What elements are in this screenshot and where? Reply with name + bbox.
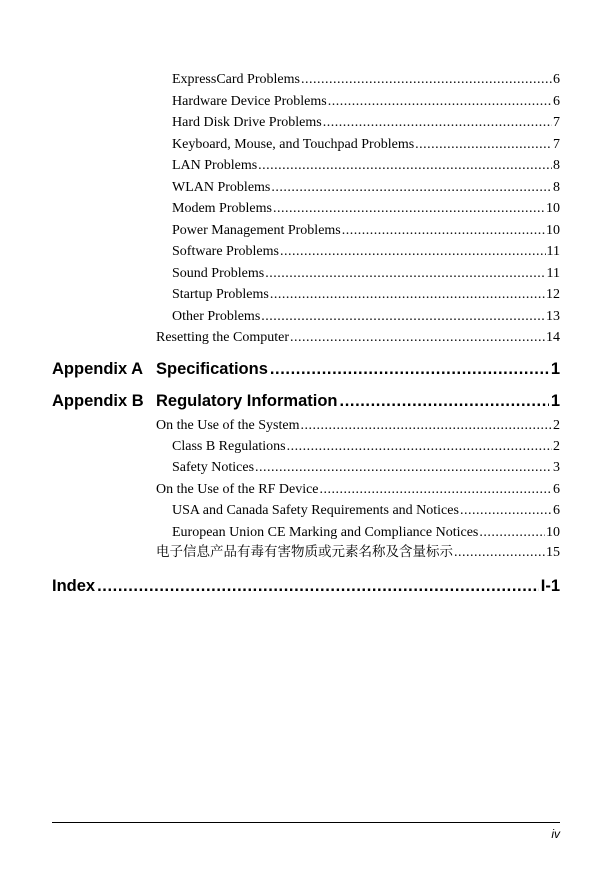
dot-leader: [271, 179, 552, 196]
toc-chapter-appendix-a[interactable]: [52, 359, 560, 379]
toc-entry-page: 6: [553, 503, 560, 518]
dot-leader: [328, 93, 552, 110]
dot-leader: [280, 243, 546, 260]
dot-leader: [320, 481, 552, 498]
dot-leader: [287, 438, 552, 455]
toc-entry-title: Other Problems: [172, 308, 261, 324]
toc-entry-title: USA and Canada Safety Requirements and Notices: [172, 503, 459, 518]
toc-entry-page: 11: [546, 244, 560, 259]
toc-entry-page: 8: [553, 158, 560, 173]
chapter-label: Appendix B: [52, 392, 144, 410]
dot-leader: [340, 391, 549, 411]
toc-entry-page: 6: [553, 72, 560, 87]
toc-entry-page: 7: [553, 136, 560, 152]
toc-entry-usa-canada-safety[interactable]: [172, 502, 560, 519]
toc-entry-title: Safety Notices: [172, 460, 255, 475]
dot-leader: [342, 222, 545, 239]
toc-chapter-index[interactable]: [52, 576, 560, 596]
toc-entry-keyboard-mouse-touchpad-problems[interactable]: [172, 136, 560, 153]
toc-entry-title: Modem Problems: [172, 201, 272, 216]
toc-entry-title: Resetting the Computer: [156, 329, 289, 345]
toc-entry-page: 6: [553, 93, 560, 109]
toc-entry-wlan-problems[interactable]: [172, 179, 560, 196]
toc-entry-page: 2: [553, 438, 560, 454]
dot-leader: [258, 157, 552, 174]
toc-entry-page: 2: [553, 417, 560, 433]
toc-entry-title: ExpressCard Problems: [172, 72, 300, 87]
toc-entry-title: On the Use of the RF Device: [156, 481, 319, 497]
dot-leader: [323, 114, 552, 131]
dot-leader: [460, 502, 552, 519]
toc-entry-title: European Union CE Marking and Compliance Notices: [172, 524, 479, 540]
toc-entry-page: 10: [546, 524, 560, 540]
toc-entry-title: LAN Problems: [172, 158, 258, 173]
chapter-page: I-1: [540, 577, 560, 595]
dot-leader: [261, 308, 545, 325]
toc-entry-title: Power Management Problems: [172, 222, 341, 238]
toc-entry-page: 12: [546, 287, 560, 302]
chapter-title: Regulatory Information: [156, 392, 338, 410]
toc-entry-page: 11: [546, 265, 560, 281]
toc-entry-title: Hardware Device Problems: [172, 93, 327, 109]
toc-entry-page: 3: [553, 460, 560, 475]
chapter-page: 1: [550, 392, 560, 410]
chapter-title: Specifications: [156, 360, 268, 378]
dot-leader: [97, 576, 539, 596]
footer-rule: [52, 822, 560, 823]
toc-entry-software-problems[interactable]: [172, 243, 560, 260]
toc-entry-page: 10: [546, 222, 560, 238]
toc-entry-lan-problems[interactable]: [172, 157, 560, 174]
toc-entry-page: 13: [546, 308, 560, 324]
dot-leader: [273, 200, 545, 217]
dot-leader: [290, 329, 545, 346]
toc-entry-title: 电子信息产品有毒有害物质或元素名称及含量标示: [156, 544, 453, 560]
toc-entry-page: 15: [546, 545, 560, 560]
dot-leader: [255, 459, 552, 476]
toc-entry-power-management-problems[interactable]: [172, 222, 560, 239]
dot-leader: [301, 71, 552, 88]
toc-entry-hard-disk-drive-problems[interactable]: [172, 114, 560, 131]
toc-entry-other-problems[interactable]: [172, 308, 560, 325]
dot-leader: [479, 524, 545, 541]
toc-entry-hardware-device-problems[interactable]: [172, 93, 560, 110]
toc-entry-title: WLAN Problems: [172, 179, 271, 195]
dot-leader: [415, 136, 552, 153]
toc-entry-modem-problems[interactable]: [172, 200, 560, 217]
dot-leader: [300, 417, 552, 434]
toc-chapter-appendix-b[interactable]: [52, 391, 560, 411]
toc-entry-page: 6: [553, 481, 560, 497]
toc-entry-on-the-use-of-the-system[interactable]: [156, 417, 560, 434]
toc-entry-title: Software Problems: [172, 244, 279, 259]
toc-entry-class-b-regulations[interactable]: [172, 438, 560, 455]
toc-entry-safety-notices[interactable]: [172, 459, 560, 476]
toc-entry-title: Keyboard, Mouse, and Touchpad Problems: [172, 136, 415, 152]
toc-entry-startup-problems[interactable]: [172, 286, 560, 303]
page-number: iv: [551, 827, 560, 841]
toc-entry-title: Class B Regulations: [172, 438, 286, 454]
toc-entry-title: Startup Problems: [172, 287, 269, 302]
dot-leader: [270, 359, 549, 379]
toc-entry-expresscard-problems[interactable]: [172, 71, 560, 88]
toc-entry-resetting-the-computer[interactable]: [156, 329, 560, 346]
toc-entry-chinese-hazardous-substances[interactable]: [156, 544, 560, 561]
chapter-page: 1: [550, 360, 560, 378]
toc-entry-title: Hard Disk Drive Problems: [172, 115, 322, 130]
toc-entry-title: On the Use of the System: [156, 417, 300, 433]
toc-entry-title: Sound Problems: [172, 265, 265, 281]
toc-entry-page: 8: [553, 179, 560, 195]
toc-entry-page: 7: [553, 115, 560, 130]
toc-entry-on-the-use-of-the-rf-device[interactable]: [156, 481, 560, 498]
dot-leader: [265, 265, 545, 282]
toc-entry-page: 10: [546, 201, 560, 216]
dot-leader: [270, 286, 545, 303]
chapter-label: Appendix A: [52, 360, 144, 378]
toc-entry-page: 14: [546, 329, 560, 345]
chapter-title: Index: [52, 577, 96, 595]
toc-entry-eu-ce-marking[interactable]: [172, 524, 560, 541]
dot-leader: [454, 544, 545, 561]
toc-entry-sound-problems[interactable]: [172, 265, 560, 282]
